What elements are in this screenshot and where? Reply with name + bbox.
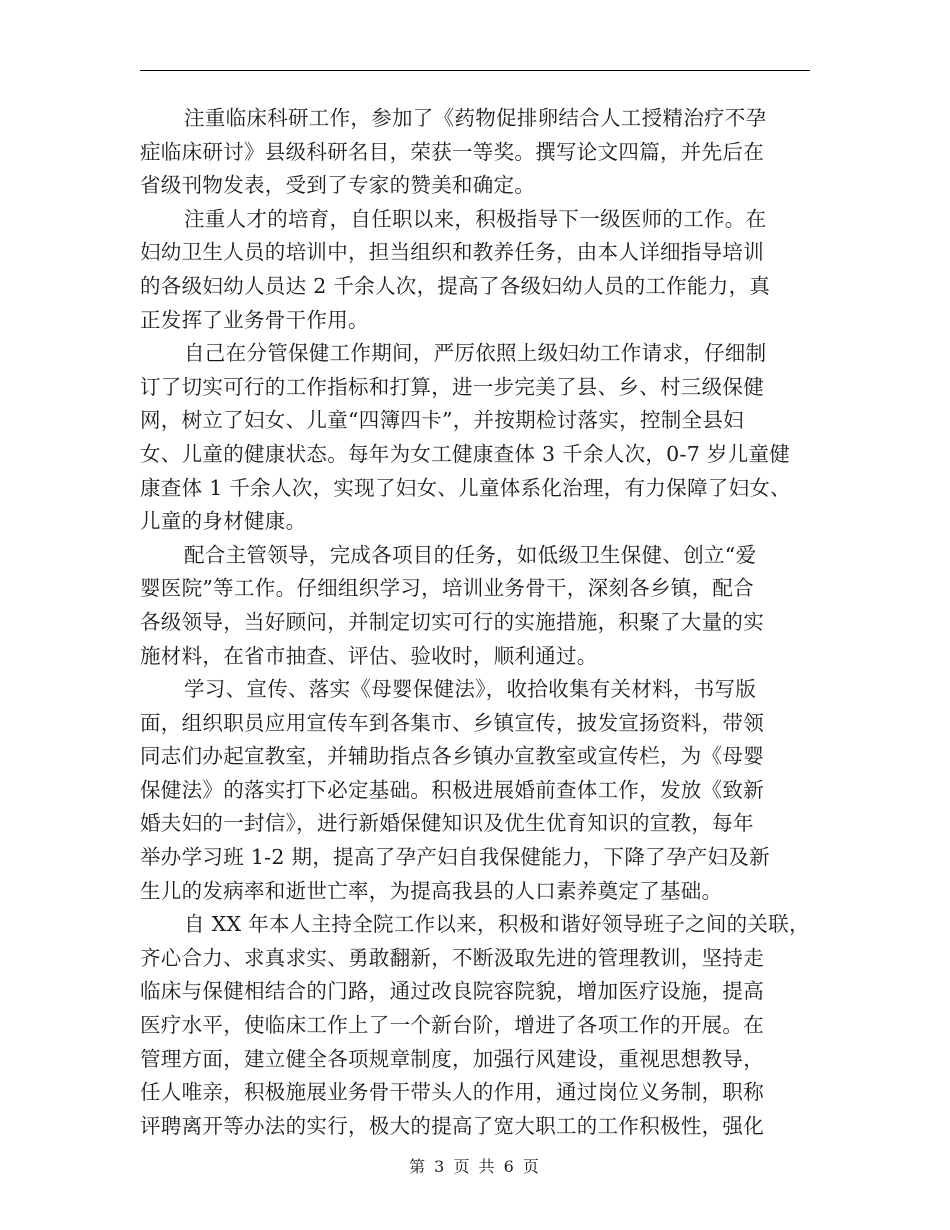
paragraph-first-line: 配合主管领导，完成各项目的任务，如低级卫生保健、创立“爱 (184, 542, 757, 567)
text-line: 妇幼卫生人员的培训中，担当组织和教养任务，由本人详细指导培训 (140, 240, 764, 265)
paragraph-first-line: 注重临床科研工作，参加了《药物促排卵结合人工授精治疗不孕 (184, 106, 767, 130)
paragraph-first-line: 自 XX 年本人主持全院工作以来，积极和谐好领导班子之间的关联， (184, 912, 810, 937)
paragraph-first-line: 注重人才的培育，自任职以来，积极指导下一级医师的工作。在 (184, 206, 767, 231)
text-line: 康查体 1 千余人次，实现了妇女、儿童体系化治理，有力保障了妇女、 (140, 475, 791, 500)
paragraph-first-line: 学习、宣传、落实《母婴保健法》，收拾收集有关材料，书写版 (184, 677, 757, 702)
text-line: 齐心合力、求真求实、勇敢翻新，不断汲取先进的管理教训，坚持走 (140, 945, 764, 970)
text-line: 的各级妇幼人员达 2 千余人次，提高了各级妇幼人员的工作能力，真 (140, 273, 771, 298)
text-line: 管理方面，建立健全各项规章制度，加强行风建设，重视思想教导， (140, 1046, 764, 1071)
header-rule (140, 70, 810, 71)
page-number: 第 3 页 共 6 页 (409, 1157, 541, 1176)
paragraph-first-line: 自己在分管保健工作期间，严厉依照上级妇幼工作请求，仔细制 (184, 341, 767, 366)
text-line: 各级领导，当好顾问，并制定切实可行的实施措施，积聚了大量的实 (140, 609, 764, 634)
text-line: 施材料，在省市抽查、评估、验收时，顺利通过。 (140, 643, 598, 668)
text-line: 任人唯亲，积极施展业务骨干带头人的作用，通过岗位义务制，职称 (140, 1080, 764, 1105)
text-line: 订了切实可行的工作指标和打算，进一步完美了县、乡、村三级保健 (140, 374, 764, 399)
text-line: 举办学习班 1-2 期，提高了孕产妇自我保健能力，下降了孕产妇及新 (140, 845, 770, 870)
text-line: 婚夫妇的一封信》，进行新婚保健知识及优生优育知识的宣教，每年 (140, 811, 754, 836)
text-line: 儿童的身材健康。 (140, 509, 307, 534)
document-body (140, 102, 820, 1143)
text-line: 保健法》的落实打下必定基础。积极进展婚前查体工作，发放《致新 (140, 777, 764, 802)
text-line: 网，树立了妇女、儿童“四簿四卡”，并按期检讨落实，控制全县妇 (140, 408, 744, 433)
text-line: 正发挥了业务骨干作用。 (140, 307, 369, 332)
text-line: 省级刊物发表，受到了专家的赞美和确定。 (140, 173, 536, 198)
text-line: 同志们办起宣教室，并辅助指点各乡镇办宣教室或宣传栏，为《母婴 (140, 744, 764, 769)
text-line: 生儿的发病率和逝世亡率，为提高我县的人口素养奠定了基础。 (140, 878, 723, 903)
text-line: 评聘离开等办法的实行，极大的提高了宽大职工的工作积极性，强化 (140, 1113, 764, 1138)
text-line: 面，组织职员应用宣传车到各集市、乡镇宣传，披发宣扬资料，带领 (140, 710, 764, 735)
text-line: 临床与保健相结合的门路，通过改良院容院貌，增加医疗设施，提高 (140, 979, 764, 1004)
text-line: 症临床研讨》县级科研名目，荣获一等奖。撰写论文四篇，并先后在 (140, 139, 764, 164)
text-line: 女、儿童的健康状态。每年为女工健康查体 3 千余人次，0-7 岁儿童健 (140, 441, 791, 466)
text-line: 婴医院”等工作。仔细组织学习，培训业务骨干，深刻各乡镇，配合 (140, 576, 754, 601)
text-line: 医疗水平，使临床工作上了一个新台阶，增进了各项工作的开展。在 (140, 1013, 764, 1038)
